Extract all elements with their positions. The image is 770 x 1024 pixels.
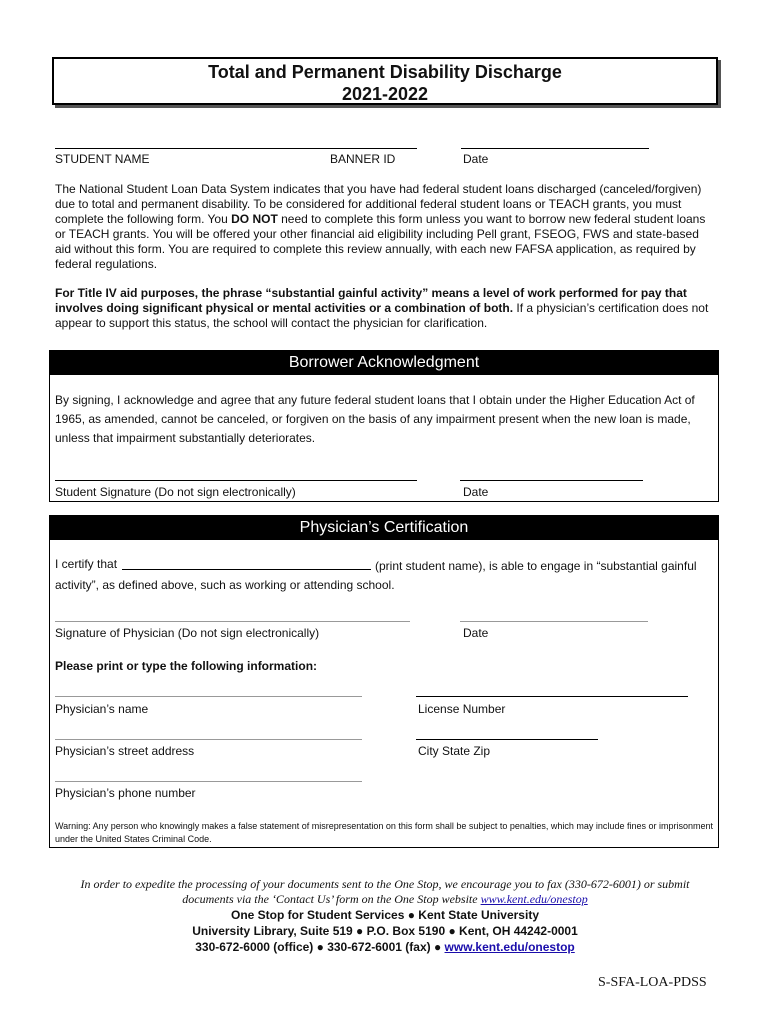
onestop-website-link-2[interactable]: www.kent.edu/onestop (444, 940, 575, 954)
borrower-section-header: Borrower Acknowledgment (49, 350, 719, 375)
borrower-date-label: Date (463, 485, 489, 499)
footer-contact (40, 939, 730, 955)
physician-address-label: Physician’s street address (55, 744, 195, 758)
student-name-label: STUDENT NAME (55, 152, 150, 166)
warning-text: Warning: Any person who knowingly makes a false statement of misrepresentation on this form shall be subject to penalties, which may include fines or imprisonment under the United States Criminal Code. (55, 821, 713, 844)
footer-instructions-1: In order to expedite the processing of your documents sent to the One Stop, we encourage you to fax (330-672-6001) or submit (80, 877, 690, 891)
sga-definition: For Title IV aid purposes, the phrase “substantial gainful activity” means a level of work performed for pay that involves doing significant physical or mental activities or a combination of both. (55, 286, 687, 315)
footer-phone-fax: 330-672-6000 (office) ● 330-672-6001 (fax) ● (195, 940, 445, 954)
intro-do-not: DO NOT (231, 212, 278, 226)
sga-paragraph (55, 286, 717, 331)
physician-signature-line[interactable] (55, 621, 410, 622)
borrower-text: By signing, I acknowledge and agree that any future federal student loans that I obtain under the Higher Education Act of 1965, as amended, cannot be canceled, or forgiven on the basis of any impairment present when the new loan is made, unless that impairment substantially deteriorates. (55, 393, 695, 445)
city-state-zip-line[interactable] (416, 739, 598, 740)
city-state-zip-label: City State Zip (418, 744, 491, 758)
physician-date-label: Date (463, 626, 489, 640)
physician-phone-line[interactable] (55, 781, 362, 782)
physician-date-line[interactable] (460, 621, 648, 622)
intro-text-a: The National Student Loan Data System indicates that you have had federal student loans discharged (canceled/forgiven) due to total and permanent disability. To be considered for additional federal student loans or TEACH grants, you must complete the following form. You (55, 182, 702, 226)
physician-address-line[interactable] (55, 739, 362, 740)
header-date-line[interactable] (461, 148, 649, 149)
form-title: Total and Permanent Disability Discharge (208, 62, 562, 82)
student-signature-label: Student Signature (Do not sign electronically) (55, 485, 296, 499)
footer-office-name: One Stop for Student Services ● Kent State University (231, 908, 539, 922)
physician-name-line[interactable] (55, 696, 362, 697)
onestop-website-link-1[interactable]: www.kent.edu/onestop (480, 892, 588, 906)
physician-phone-label: Physician’s phone number (55, 786, 196, 800)
intro-text-b: need to complete this form unless you want to borrow new federal student loans or TEACH grants. You will be offered your other financial aid eligibility including Pell grant, FSEOG, FWS and state-based aid without this form. You are required to complete this review annually, with each new FAFSA application, as required by federal regulations. (55, 212, 706, 271)
student-name-banner-line[interactable] (55, 148, 417, 149)
certify-text-a: I certify that (55, 557, 118, 571)
physician-section-header: Physician’s Certification (49, 515, 719, 540)
intro-paragraph (55, 182, 715, 272)
license-number-label: License Number (418, 702, 506, 716)
title-box (52, 57, 718, 105)
footer-instructions-2-text: documents via the ‘Contact Us’ form on the One Stop website (182, 892, 481, 906)
license-number-line[interactable] (416, 696, 688, 697)
banner-id-label: BANNER ID (330, 152, 396, 166)
form-code: S-SFA-LOA-PDSS (598, 975, 707, 990)
header-date-label: Date (463, 152, 489, 166)
certify-text-b: (print student name), is able to engage in “substantial gainful activity”, as defined above, such as working or attending school. (55, 559, 697, 592)
physician-signature-label: Signature of Physician (Do not sign electronically) (55, 626, 320, 640)
borrower-date-line[interactable] (460, 480, 643, 481)
sga-rest: If a physician’s certification does not appear to support this status, the school will contact the physician for clarification. (55, 301, 709, 330)
footer-instructions-2 (40, 892, 730, 907)
physician-name-label: Physician’s name (55, 702, 149, 716)
footer-address: University Library, Suite 519 ● P.O. Box 5190 ● Kent, OH 44242-0001 (192, 924, 578, 938)
form-year: 2021-2022 (341, 84, 429, 104)
student-signature-line[interactable] (55, 480, 417, 481)
print-info-heading: Please print or type the following information: (55, 659, 318, 673)
